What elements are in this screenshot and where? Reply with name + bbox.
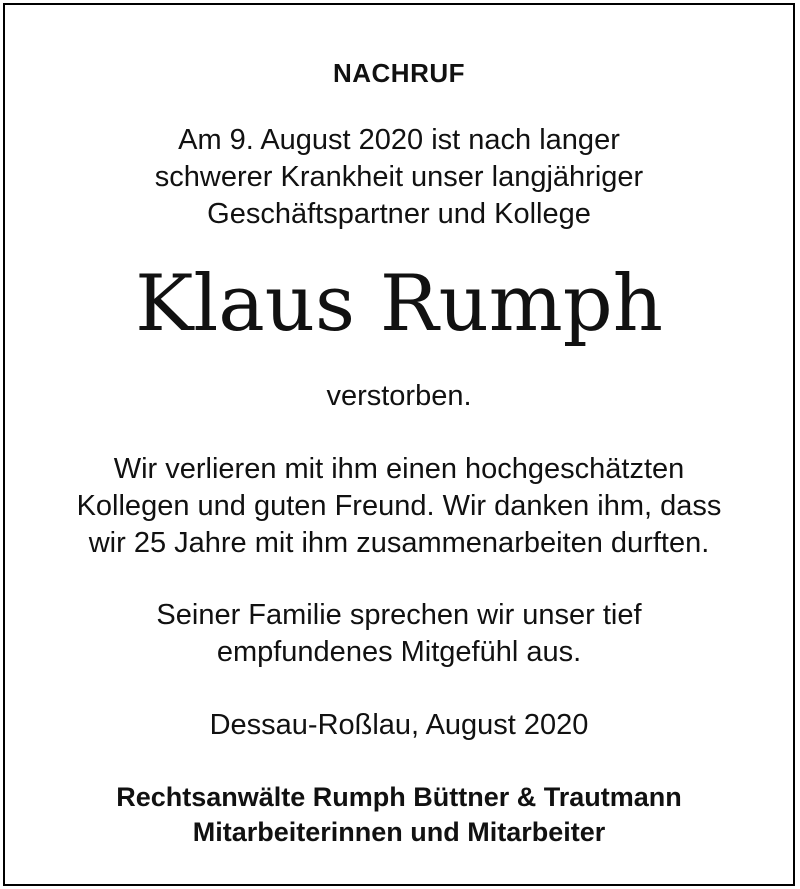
- intro-line: Geschäftspartner und Kollege: [207, 198, 591, 230]
- tribute-line: Wir verlieren mit ihm einen hochgeschätzten: [113, 453, 685, 485]
- tribute-line: Kollegen und guten Freund. Wir danken ihm, dass: [76, 490, 722, 522]
- condolence-paragraph: [5, 597, 793, 671]
- deceased-name: Klaus Rumph: [135, 259, 663, 349]
- signature-line: Rechtsanwälte Rumph Büttner & Trautmann: [116, 782, 682, 812]
- deceased-text: verstorben.: [326, 380, 472, 412]
- condolence-line: Seiner Familie sprechen wir unser tief: [156, 599, 642, 631]
- intro-line: schwerer Krankheit unser langjähriger: [154, 161, 644, 193]
- intro-text: [5, 122, 793, 233]
- notice-heading: NACHRUF: [332, 58, 466, 88]
- tribute-line: wir 25 Jahre mit ihm zusammenarbeiten durften.: [88, 527, 710, 559]
- condolence-line: empfundenes Mitgefühl aus.: [216, 636, 582, 668]
- place-date: Dessau-Roßlau, August 2020: [209, 709, 589, 741]
- signature-block: [5, 780, 793, 850]
- signature-line: Mitarbeiterinnen und Mitarbeiter: [192, 817, 606, 847]
- tribute-paragraph: [5, 451, 793, 562]
- obituary-notice: [3, 3, 795, 886]
- intro-line: Am 9. August 2020 ist nach langer: [178, 124, 620, 156]
